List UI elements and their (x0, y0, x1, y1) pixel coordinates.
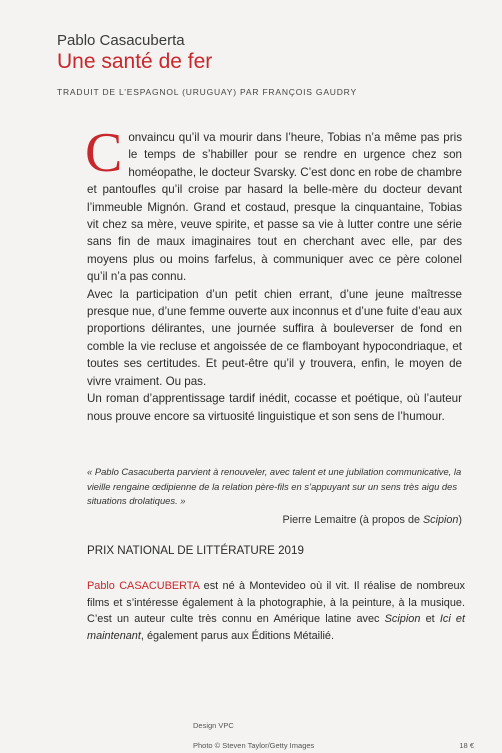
drop-cap: C (85, 122, 123, 184)
bio-text-2: , également parus aux Éditions Métailié. (140, 629, 335, 642)
translator-line: TRADUIT DE L’ESPAGNOL (URUGUAY) PAR FRANÇOIS GAUDRY (57, 87, 357, 97)
quote-attribution-work: Scipion (422, 514, 459, 526)
bio-work-1: Scipion (384, 613, 421, 626)
blurb-paragraph-2: Avec la participation d’un petit chien errant, d’une jeune maîtresse presque nue, d’une femme ouverte aux inconnus et d’une fuite d’eau aux proportions délirantes, une journée suffira à bouleverser de fond en comble la vie recluse et angoissée de ce flamboyant hypocondriaque, et toutes ses certitudes. Et peut-être qu’il y trouvera, enfin, le moyen de vivre vraiment. Ou pas. (87, 287, 462, 388)
author-name: Pablo Casacuberta (57, 32, 185, 49)
author-bio (87, 578, 465, 644)
bio-text-1: est né à Montevideo où il vit. Il réalise de nombreux films et s’intéresse également à la photographie, à la peinture, à la musique. C’est un auteur culte très connu en Amérique latine avec (87, 580, 466, 626)
bio-author-name: Pablo CASACUBERTA (87, 580, 200, 592)
book-title: Une santé de fer (57, 50, 213, 73)
photo-credit: Photo © Steven Taylor/Getty Images (193, 741, 315, 750)
design-credit: Design VPC (193, 721, 234, 730)
bio-and: et (420, 613, 440, 626)
prize-line: PRIX NATIONAL DE LITTÉRATURE 2019 (87, 544, 304, 557)
blurb-paragraph-1-text: onvaincu qu’il va mourir dans l’heure, Tobias n’a même pas pris le temps de s’habiller pour se rendre en urgence chez son homéopathe, le docteur Svarsky. C’est donc en robe de chambre et pantoufles qu’il croise par hasard la belle-mère du docteur devant l’immeuble Mignón. Grand et costaud, presque la cinquantaine, Tobias vit chez sa mère, veuve spirite, et passe sa vie à lutter contre une série sans fin de maux imaginaires tout en cherchant avec elle, par des moyens plus ou moins farfelus, à communiquer avec ce père colonel qu’il n’a pas connu. (87, 131, 462, 284)
blurb-paragraph-3: Un roman d’apprentissage tardif inédit, cocasse et poétique, où l’auteur nous prouve encore sa virtuosité linguistique et son sens de l’humour. (87, 392, 462, 423)
price: 18 € (459, 741, 474, 750)
quote-attribution (283, 514, 462, 526)
blurb-paragraph-1 (85, 122, 462, 286)
quote-attribution-suffix: ) (458, 514, 462, 526)
bio-work-2: Ici et maintenant (87, 613, 466, 642)
press-quote: « Pablo Casacuberta parvient à renouveler, avec talent et une jubilation communicative, la vieille rengaine œdipienne de la relation père-fils en s’appuyant sur un sens très aigu des situations drolatiques. » (87, 466, 462, 507)
blurb (85, 122, 462, 425)
quote-attribution-prefix: Pierre Lemaitre (à propos de (282, 514, 423, 526)
